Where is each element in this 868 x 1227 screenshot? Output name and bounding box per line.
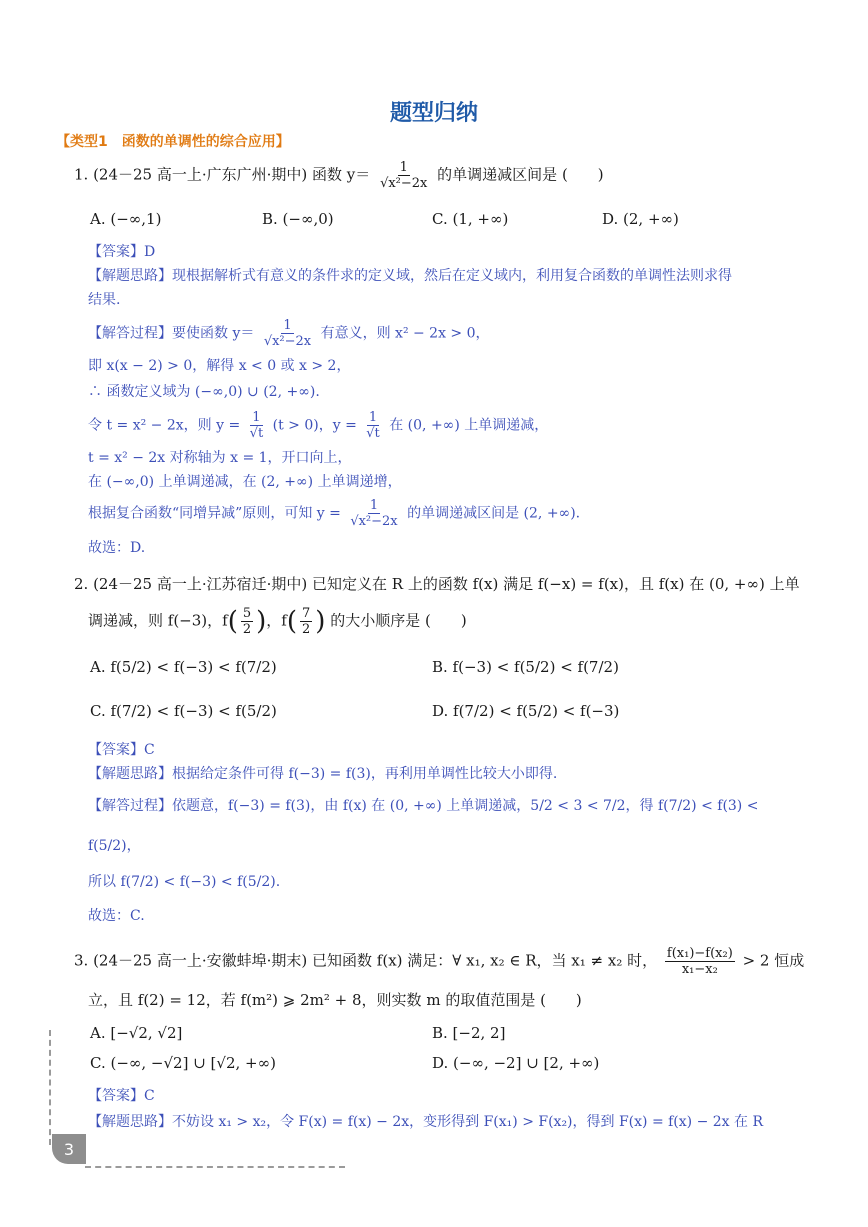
- q1-line4-fraction-1-num: 1: [252, 410, 261, 425]
- page-title: 题型归纳: [389, 101, 478, 126]
- q1-option-a: A. (−∞,1): [90, 210, 162, 228]
- q1-fraction-denominator: √x²−2x: [380, 176, 428, 191]
- q3-option-c: C. (−∞, −√2] ∪ [√2, +∞): [90, 1054, 276, 1072]
- section-heading: 【类型1 函数的单调性的综合应用】: [56, 134, 290, 150]
- q2-fraction-a: [241, 606, 253, 637]
- q2-choice: 故选：C.: [88, 908, 145, 924]
- q1-line4-fraction-2: [364, 410, 382, 441]
- page-number: 3: [52, 1134, 86, 1164]
- q1-option-c: C. (1, +∞): [432, 210, 509, 228]
- q1-line7-fraction-den: √x²−2x: [350, 514, 398, 529]
- q1-line4-fraction-2-num: 1: [368, 410, 378, 425]
- q1-fraction-numerator: 1: [399, 160, 408, 175]
- q1-process-line-6: 在 (−∞,0) 上单调递减，在 (2, +∞) 上单调递增，: [88, 474, 402, 490]
- q3-option-a: A. [−√2, √2]: [90, 1024, 183, 1042]
- q3-idea: 【解题思路】不妨设 x₁ > x₂，令 F(x) = f(x) − 2x，变形得到 F(x₁) > F(x₂)，得到 F(x) = f(x) − 2x 在 R: [88, 1114, 764, 1130]
- q1-idea-line-1: 【解题思路】现根据解析式有意义的条件求的定义域，然后在定义域内，利用复合函数的单调性法则求得: [88, 268, 732, 284]
- q3-fraction: [665, 946, 735, 977]
- q1-stem-text-end: 的单调递减区间是 ( ): [437, 165, 604, 184]
- question-2-stem-line-2: [88, 606, 467, 637]
- q2-fraction-b-den: 2: [302, 622, 311, 637]
- q1-line4-text-a: 令 t = x² − 2x，则 y =: [88, 417, 241, 434]
- question-1-stem: [74, 160, 604, 191]
- q1-process-text: 【解答过程】要使函数 y＝: [88, 325, 255, 342]
- q1-process-line-4: [88, 410, 548, 441]
- q2-fraction-b: [300, 606, 312, 637]
- q2-option-c: C. f(7/2) < f(−3) < f(5/2): [90, 702, 277, 720]
- q1-process-fraction: [262, 318, 313, 349]
- q2-idea: 【解题思路】根据给定条件可得 f(−3) = f(3)，再利用单调性比较大小即得.: [88, 766, 558, 782]
- q1-process-line-1: [88, 318, 490, 349]
- q1-process-line-7: [88, 498, 580, 529]
- q3-option-b: B. [−2, 2]: [432, 1024, 506, 1042]
- q1-line4-fraction-1: [248, 410, 266, 441]
- q1-fraction: [378, 160, 429, 191]
- q2-fraction-b-num: 7: [302, 606, 311, 621]
- q2-option-b: B. f(−3) < f(5/2) < f(7/2): [432, 658, 619, 676]
- question-3-stem-line-2: 立，且 f(2) = 12，若 f(m²) ⩾ 2m² + 8，则实数 m 的取值范围是 ( ): [88, 991, 582, 1009]
- q3-fraction-num: f(x₁)−f(x₂): [666, 946, 733, 961]
- q1-line7-fraction: [348, 498, 399, 529]
- q1-option-d: D. (2, +∞): [602, 210, 679, 228]
- q2-fraction-a-num: 5: [242, 606, 252, 621]
- q3-fraction-den: x₁−x₂: [681, 962, 718, 977]
- q3-stem-text-end: > 2 恒成: [742, 951, 805, 970]
- q1-line4-fraction-2-den: √t: [366, 426, 380, 441]
- q1-stem-text: 1. (24－25 高一上·广东广州·期中) 函数 y＝: [74, 165, 371, 184]
- q1-process-fraction-denominator: √x²−2x: [263, 334, 312, 349]
- q2-answer: 【答案】C: [88, 742, 155, 758]
- q1-process-text-end: 有意义，则 x² − 2x > 0，: [320, 325, 490, 342]
- q1-process-line-2: 即 x(x − 2) > 0，解得 x < 0 或 x > 2，: [88, 358, 351, 374]
- q1-idea-line-2: 结果.: [88, 292, 121, 308]
- margin-dashed-line: [49, 1030, 51, 1145]
- q2-fraction-a-den: 2: [242, 622, 252, 637]
- q2-paren-open-1: (: [227, 606, 238, 637]
- q2-stem-text-c: 的大小顺序是 ( ): [325, 611, 467, 630]
- question-2-stem-line-1: 2. (24－25 高一上·江苏宿迁·期中) 已知定义在 R 上的函数 f(x) 满足 f(−x) = f(x)，且 f(x) 在 (0, +∞) 上单: [74, 575, 800, 593]
- footer-dashed-line: [85, 1166, 345, 1168]
- q3-answer: 【答案】C: [88, 1088, 155, 1104]
- q2-stem-text-a: 调递减，则 f(−3)，f: [88, 611, 228, 630]
- q2-process-line-3: 所以 f(7/2) < f(−3) < f(5/2).: [88, 874, 281, 890]
- q1-answer: 【答案】D: [88, 244, 156, 260]
- q1-line7-text-a: 根据复合函数“同增异减”原则，可知 y =: [88, 505, 341, 522]
- q1-line4-fraction-1-den: √t: [249, 426, 264, 441]
- q1-process-line-3: ∴ 函数定义域为 (−∞,0) ∪ (2, +∞).: [88, 384, 320, 400]
- q1-line4-text-c: 在 (0, +∞) 上单调递减，: [389, 417, 549, 434]
- q2-process-line-1: 【解答过程】依题意，f(−3) = f(3)，由 f(x) 在 (0, +∞) 上单调递减，5/2 < 3 < 7/2，得 f(7/2) < f(3) <: [88, 798, 759, 814]
- q1-process-line-5: t = x² − 2x 对称轴为 x = 1，开口向上，: [88, 450, 352, 466]
- q1-line4-text-b: (t > 0)，y =: [272, 417, 357, 434]
- q2-paren-close-1: ): [256, 606, 267, 637]
- q3-stem-text: 3. (24－25 高一上·安徽蚌埠·期末) 已知函数 f(x) 满足：∀ x₁, x₂ ∈ R，当 x₁ ≠ x₂ 时，: [74, 951, 658, 970]
- q2-option-a: A. f(5/2) < f(−3) < f(7/2): [90, 658, 277, 676]
- q1-choice: 故选：D.: [88, 540, 146, 556]
- q2-stem-text-b: ，f: [266, 611, 287, 630]
- q3-option-d: D. (−∞, −2] ∪ [2, +∞): [432, 1054, 600, 1072]
- q1-option-b: B. (−∞,0): [262, 210, 334, 228]
- q2-paren-close-2: ): [315, 606, 326, 637]
- q2-option-d: D. f(7/2) < f(5/2) < f(−3): [432, 702, 620, 720]
- q2-process-line-2: f(5/2)，: [88, 838, 141, 854]
- q1-process-fraction-numerator: 1: [283, 318, 292, 333]
- q1-line7-text-b: 的单调递减区间是 (2, +∞).: [407, 505, 581, 522]
- q2-paren-open-2: (: [286, 606, 298, 637]
- question-3-stem-line-1: [74, 946, 804, 977]
- q1-line7-fraction-num: 1: [369, 498, 379, 513]
